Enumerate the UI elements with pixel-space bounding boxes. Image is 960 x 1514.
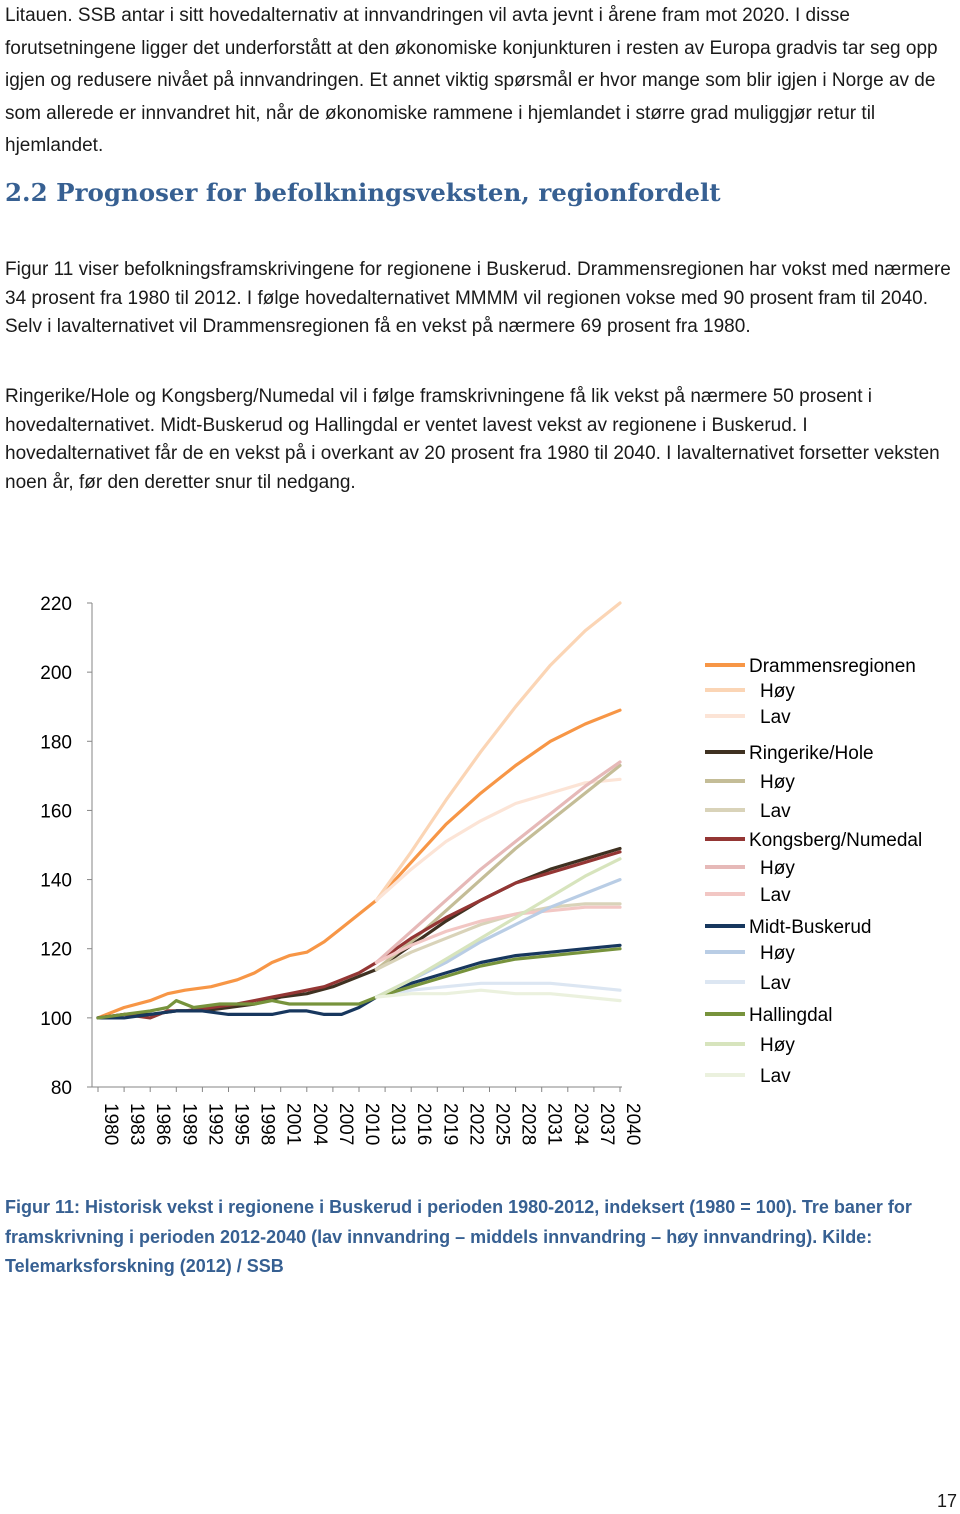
series-line-2 bbox=[376, 779, 620, 900]
legend-label-3: Ringerike/Hole bbox=[749, 743, 874, 764]
y-tick-label: 80 bbox=[50, 1078, 72, 1099]
x-tick-label: 2001 bbox=[282, 1103, 304, 1146]
figure-caption: Figur 11: Historisk vekst i regionene i Buskerud i perioden 1980-2012, indeksert (1980 = 100). Tre baner for framskrivning i perioden 2012-2040 (lav innvandring – middels innvandring – høy innvandring). Kilde: Telemarksforskning (2012) / SSB bbox=[5, 1197, 912, 1276]
x-tick-label: 2004 bbox=[308, 1103, 330, 1146]
legend-label-14: Lav bbox=[760, 1066, 791, 1087]
x-tick-label: 2031 bbox=[543, 1103, 565, 1146]
x-tick-label: 2025 bbox=[491, 1103, 513, 1146]
population-growth-chart bbox=[0, 575, 960, 1165]
intro-paragraph: Litauen. SSB antar i sitt hovedalternativ at innvandringen vil avta jevnt i årene fram mot 2020. I disse forutsetningene ligger det underforstått at den økonomiske konjunkturen i resten av Europa gradvis tar seg opp igjen og redusere nivået på innvandringen. Et annet viktig spørsmål er hvor mange som blir igjen i Norge av de som allerede er innvandret hit, når de økonomiske rammene i hjemlandet i større grad muliggjør retur til hjemlandet. bbox=[5, 5, 938, 157]
x-tick-label: 2037 bbox=[595, 1103, 617, 1146]
legend-label-0: Drammensregionen bbox=[749, 656, 916, 677]
x-tick-label: 1992 bbox=[204, 1103, 226, 1146]
y-tick-label: 220 bbox=[40, 594, 72, 615]
legend-label-12: Hallingdal bbox=[749, 1005, 833, 1026]
chart-series-lines bbox=[98, 603, 620, 1018]
legend-label-4: Høy bbox=[760, 772, 795, 793]
y-tick-label: 160 bbox=[40, 801, 72, 823]
x-tick-label: 2028 bbox=[517, 1103, 539, 1146]
legend-label-7: Høy bbox=[760, 858, 795, 879]
legend-label-5: Lav bbox=[760, 801, 791, 822]
x-tick-label: 2022 bbox=[465, 1103, 487, 1146]
x-axis-ticks bbox=[98, 1087, 643, 1146]
page-number: 17 bbox=[937, 1491, 958, 1511]
y-tick-label: 200 bbox=[40, 663, 72, 685]
x-tick-label: 2010 bbox=[361, 1103, 382, 1146]
x-tick-label: 1998 bbox=[256, 1103, 278, 1146]
x-tick-label: 1989 bbox=[178, 1103, 200, 1146]
x-tick-label: 1983 bbox=[126, 1103, 148, 1146]
chart-legend bbox=[705, 656, 922, 1087]
legend-label-6: Kongsberg/Numedal bbox=[749, 830, 923, 851]
legend-label-13: Høy bbox=[760, 1035, 795, 1056]
y-axis-ticks bbox=[40, 594, 92, 1099]
legend-label-1: Høy bbox=[760, 681, 795, 702]
x-tick-label: 2007 bbox=[334, 1103, 356, 1146]
body-paragraph-1: Figur 11 viser befolkningsframskrivingene for regionene i Buskerud. Drammensregionen har vokst med nærmere 34 prosent fra 1980 til 2012. I følge hovedalternativet MMMM vil regionen vokse med 90 prosent fram til 2040. Selv i lavalternativet vil Drammensregionen få en vekst på nærmere 69 prosent fra 1980. bbox=[5, 259, 951, 337]
x-tick-label: 2019 bbox=[439, 1103, 461, 1146]
x-tick-label: 2013 bbox=[387, 1103, 409, 1146]
y-tick-label: 140 bbox=[40, 870, 72, 892]
legend-label-10: Høy bbox=[760, 943, 795, 964]
x-tick-label: 1980 bbox=[100, 1103, 121, 1146]
section-heading: 2.2 Prognoser for befolkningsveksten, regionfordelt bbox=[5, 178, 721, 207]
y-tick-label: 180 bbox=[40, 732, 72, 754]
legend-label-8: Lav bbox=[760, 885, 791, 906]
x-tick-label: 2034 bbox=[569, 1103, 591, 1146]
x-tick-label: 2016 bbox=[413, 1103, 435, 1146]
body-paragraph-2: Ringerike/Hole og Kongsberg/Numedal vil i følge framskrivningene få lik vekst på nærmere 50 prosent i hovedalternativet. Midt-Buskerud og Hallingdal er ventet lavest vekst av regionene i Buskerud. I hovedalternativet får de en vekst på i overkant av 20 prosent fra 1980 til 2040. I lavalternativet forsetter veksten noen år, før den deretter snur til nedgang. bbox=[5, 386, 940, 493]
series-line-14 bbox=[376, 990, 620, 1000]
x-tick-label: 2040 bbox=[622, 1103, 643, 1146]
x-tick-label: 1986 bbox=[152, 1103, 174, 1146]
legend-label-2: Lav bbox=[760, 707, 791, 728]
legend-label-11: Lav bbox=[760, 973, 791, 994]
y-tick-label: 100 bbox=[40, 1008, 72, 1030]
y-tick-label: 120 bbox=[40, 939, 72, 961]
legend-label-9: Midt-Buskerud bbox=[749, 917, 872, 938]
x-tick-label: 1995 bbox=[230, 1103, 252, 1146]
